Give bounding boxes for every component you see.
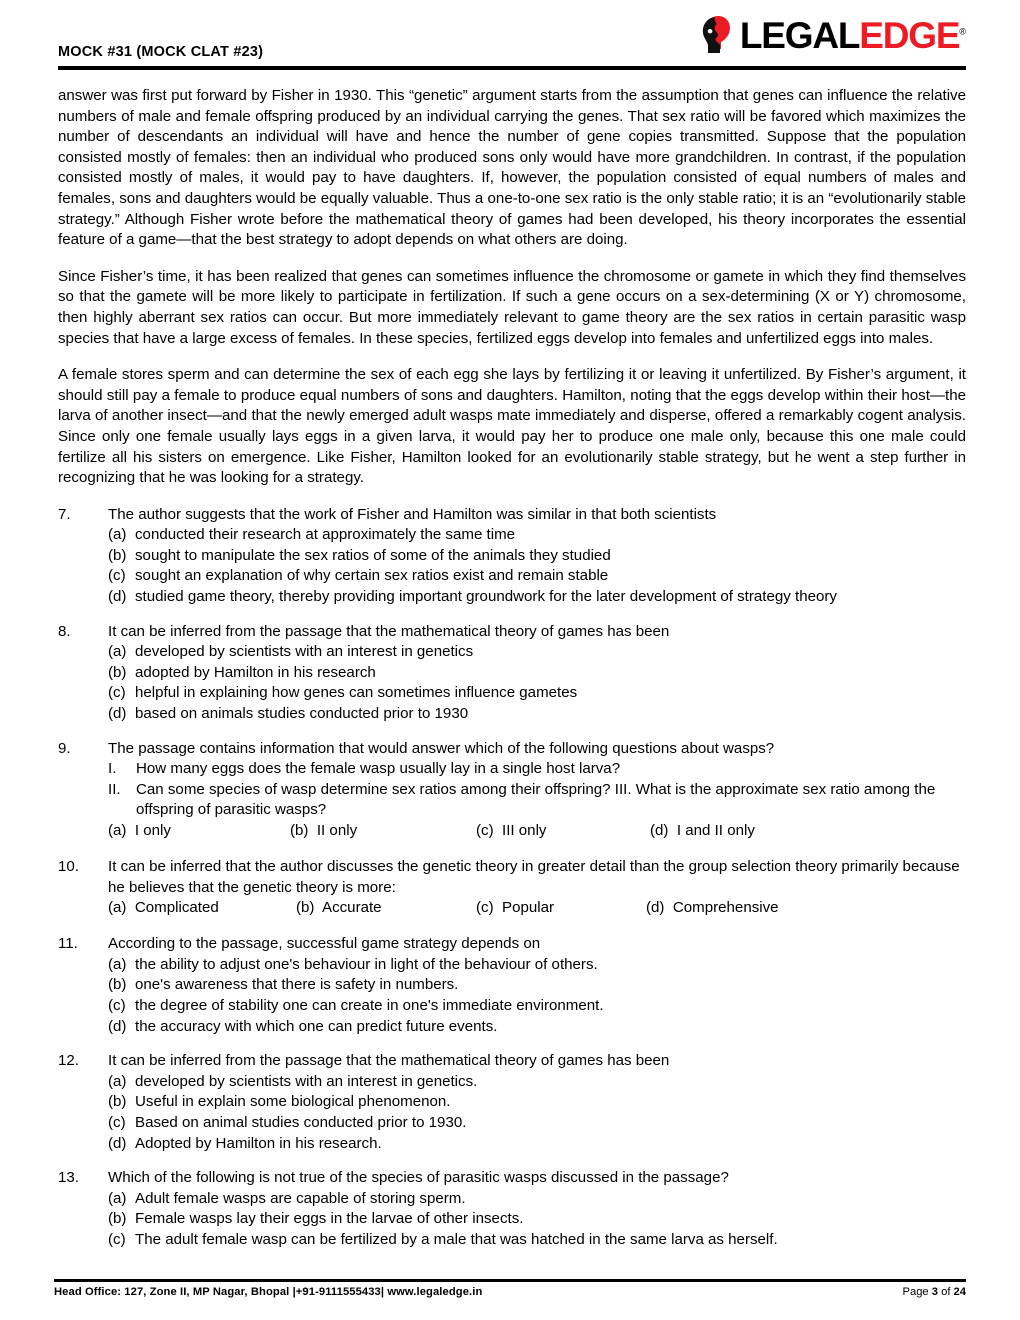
answer-option-key: (c) — [108, 684, 126, 702]
answer-option[interactable] — [58, 683, 966, 704]
question-stem: Which of the following is not true of the species of parasitic wasps discussed in the passage? — [108, 1169, 729, 1187]
footer-page-number — [903, 1286, 966, 1298]
answer-option-text: the degree of stability one can create in one's immediate environment. — [135, 996, 604, 1014]
answer-option[interactable] — [58, 1230, 966, 1251]
answer-option-text: sought to manipulate the sex ratios of some of the animals they studied — [135, 546, 611, 564]
answer-option-key: (a) — [108, 822, 127, 839]
passage-paragraph: answer was first put forward by Fisher in 1930. This “genetic” argument starts from the assumption that genes can influence the relative numbers of male and female offspring produced by an individual carrying the genes. That sex ratio will be favored which maximizes the number of descendants an individual will have and hence the number of gene copies transmitted. Suppose that the population consisted mostly of females: then an individual who produced sons only would have more grandchildren. In contrast, if the population consisted mostly of males, it would pay to have daughters. If, however, the population consisted of equal numbers of males and females, sons and daughters would be equally valuable. Thus a one-to-one sex ratio is the only stable ratio; it is an “evolutionarily stable strategy.” Although Fisher wrote before the mathematical theory of games had been developed, his theory incorporates the essential feature of a game—that the best strategy to adopt depends on what others are doing. — [58, 87, 966, 249]
answer-option[interactable] — [58, 704, 966, 725]
logo-wordmark — [739, 14, 966, 56]
answer-option-text: the ability to adjust one's behaviour in light of the behaviour of others. — [135, 955, 598, 973]
answer-option[interactable] — [58, 1113, 966, 1134]
answer-option[interactable] — [296, 898, 382, 919]
answer-option-key: (b) — [108, 1093, 127, 1111]
answer-option-text: Adult female wasps are capable of storing sperm. — [135, 1189, 466, 1207]
answer-option-key: (c) — [476, 822, 494, 839]
answer-option[interactable] — [58, 975, 966, 996]
answer-option-key: (c) — [108, 1230, 126, 1248]
answer-option[interactable] — [58, 996, 966, 1017]
answer-option-text: III only — [502, 822, 547, 839]
questions-section — [54, 505, 966, 1251]
answer-option-key: (d) — [646, 899, 665, 917]
header-divider — [58, 66, 966, 70]
answer-option[interactable] — [58, 1017, 966, 1038]
answer-option-key: (d) — [108, 588, 127, 606]
page-title: MOCK #31 (MOCK CLAT #23) — [58, 44, 264, 60]
logo-text-legal: LEGAL — [739, 14, 860, 56]
passage-paragraph: Since Fisher’s time, it has been realized that genes can sometimes influence the chromosome or gamete in which they find themselves so that the gamete will be more likely to participate in fertilization. If such a gene occurs on a sex-determining (X or Y) chromosome, then highly aberrant sex ratios can occur. But more immediately relevant to game theory are the sex ratios in certain parasitic wasp species that have a large excess of females. In these species, fertilized eggs develop into females and unfertilized eggs into males. — [58, 267, 966, 347]
answer-option[interactable] — [58, 566, 966, 587]
answer-option[interactable] — [58, 1072, 966, 1093]
question-stem-row — [58, 934, 966, 955]
answer-option-key: (a) — [108, 955, 127, 973]
answer-option-text: Useful in explain some biological phenomenon. — [135, 1093, 451, 1111]
answer-option-key: (a) — [108, 643, 127, 661]
answer-option-text: one's awareness that there is safety in numbers. — [135, 976, 459, 994]
question-stem: It can be inferred from the passage that the mathematical theory of games has been — [108, 1052, 670, 1070]
answer-option[interactable] — [646, 898, 779, 919]
logo-text-edge: EDGE — [859, 14, 960, 56]
question-number: 13. — [58, 1169, 79, 1187]
question-stem-row — [58, 622, 966, 643]
question-stem-row — [58, 857, 966, 898]
answer-option[interactable] — [476, 821, 546, 842]
answer-option-text: helpful in explaining how genes can sometimes influence gametes — [135, 684, 578, 702]
answer-option-text: Based on animal studies conducted prior to 1930. — [135, 1113, 467, 1131]
answer-option-key: (c) — [108, 996, 126, 1014]
page-current-number: 3 — [931, 1286, 938, 1298]
answer-option[interactable] — [58, 642, 966, 663]
page-label-middle: of — [938, 1286, 954, 1298]
answer-option-key: (a) — [108, 1072, 127, 1090]
answer-option-key: (b) — [108, 1210, 127, 1228]
answer-option-key: (b) — [296, 899, 315, 917]
question-number: 12. — [58, 1052, 79, 1070]
question-stem-row — [58, 1051, 966, 1072]
answer-option-text: Complicated — [134, 899, 219, 917]
answer-option-key: (a) — [108, 526, 127, 544]
answer-option-key: (c) — [476, 899, 494, 917]
answer-option-text: developed by scientists with an interest in genetics — [135, 643, 474, 661]
answer-option-key: (d) — [108, 705, 127, 723]
answer-option[interactable] — [290, 821, 357, 842]
answer-option[interactable] — [58, 1134, 966, 1155]
answer-option[interactable] — [58, 1092, 966, 1113]
answer-option-key: (d) — [108, 1017, 127, 1035]
passage-paragraph: A female stores sperm and can determine the sex of each egg she lays by fertilizing it or leaving it unfertilized. By Fisher’s argument, it should still pay a female to produce equal numbers of sons and daughters. Hamilton, noting that the eggs develop within their host—the larva of another insect—and that the newly emerged adult wasps mate immediately and disperse, offered a remarkably cogent analysis. Since only one female usually lays eggs in a given larva, it would pay her to produce one male only, because this one male could fertilize all his sisters on emergence. Like Fisher, Hamilton looked for an evolutionarily stable strategy, but he went a step further in recognizing that he was looking for a strategy. — [58, 366, 966, 487]
answer-options-row — [58, 821, 966, 843]
page-total-number: 24 — [953, 1286, 966, 1298]
question-block — [54, 622, 966, 725]
question-block — [54, 1051, 966, 1154]
question-stem-row — [58, 739, 966, 760]
question-number: 10. — [58, 858, 79, 875]
roman-numeral-label: I. — [108, 760, 117, 778]
answer-option-key: (c) — [108, 567, 126, 585]
answer-option-key: (b) — [290, 822, 309, 839]
answer-option-key: (d) — [650, 822, 669, 839]
footer-divider — [54, 1279, 966, 1282]
answer-option[interactable] — [650, 821, 755, 842]
answer-option-key: (d) — [108, 1134, 127, 1152]
answer-option-key: (a) — [108, 899, 127, 917]
answer-option-text: I only — [134, 822, 171, 839]
footer-office-info: Head Office: 127, Zone II, MP Nagar, Bhopal |+91-9111555433| www.legaledge.in — [54, 1286, 483, 1298]
answer-option-text: Female wasps lay their eggs in the larvae of other insects. — [135, 1210, 524, 1228]
question-number: 8. — [58, 622, 71, 640]
answer-option-key: (a) — [108, 1189, 127, 1207]
page-header — [54, 0, 966, 72]
passage-section — [54, 86, 966, 489]
answer-option[interactable] — [58, 525, 966, 546]
question-number: 11. — [58, 935, 78, 953]
answer-option-key: (b) — [108, 663, 127, 681]
answer-option-text: Popular — [502, 899, 555, 917]
page-label-prefix: Page — [902, 1286, 932, 1298]
page-footer — [54, 1279, 966, 1298]
question-roman-item — [58, 780, 966, 821]
answer-option[interactable] — [58, 955, 966, 976]
answer-option[interactable] — [58, 1189, 966, 1210]
answer-option-text: Accurate — [322, 899, 382, 917]
question-stem: It can be inferred that the author discusses the genetic theory in greater detail than the group selection theory primarily because he believes that the genetic theory is more: — [108, 858, 960, 896]
registered-trademark-icon: ® — [959, 26, 966, 37]
answer-option-text: the accuracy with which one can predict future events. — [135, 1017, 498, 1035]
answer-option[interactable] — [58, 1209, 966, 1230]
answer-option-text: sought an explanation of why certain sex ratios exist and remain stable — [135, 567, 609, 585]
answer-option-text: studied game theory, thereby providing important groundwork for the later development of strategy theory — [135, 588, 837, 606]
answer-option-text: I and II only — [676, 822, 755, 839]
answer-option[interactable] — [58, 587, 966, 608]
answer-option-key: (b) — [108, 976, 127, 994]
question-stem: The passage contains information that would answer which of the following questions about wasps? — [108, 739, 775, 757]
answer-options-row — [58, 898, 966, 920]
legaledge-logo — [698, 12, 966, 58]
answer-option[interactable] — [58, 663, 966, 684]
answer-option-key: (b) — [108, 546, 127, 564]
question-block — [54, 739, 966, 843]
question-block — [54, 934, 966, 1037]
face-profile-icon — [698, 13, 738, 57]
answer-option[interactable] — [476, 898, 554, 919]
answer-option-text: developed by scientists with an interest in genetics. — [135, 1072, 478, 1090]
question-stem-row — [58, 505, 966, 526]
answer-option-text: II only — [316, 822, 358, 839]
roman-numeral-label: II. — [108, 780, 121, 798]
answer-option[interactable] — [108, 898, 219, 919]
question-block — [54, 857, 966, 920]
question-block — [54, 505, 966, 608]
question-stem: It can be inferred from the passage that the mathematical theory of games has been — [108, 622, 670, 640]
answer-option-text: adopted by Hamilton in his research — [135, 663, 376, 681]
question-stem-row — [58, 1168, 966, 1189]
answer-option[interactable] — [108, 821, 171, 842]
roman-item-text: Can some species of wasp determine sex ratios among their offspring? III. What is the approximate sex ratio among the offspring of parasitic wasps? — [136, 780, 936, 819]
question-stem: The author suggests that the work of Fisher and Hamilton was similar in that both scientists — [108, 505, 717, 523]
question-block — [54, 1168, 966, 1250]
answer-option-text: based on animals studies conducted prior to 1930 — [135, 705, 469, 723]
answer-option-text: The adult female wasp can be fertilized by a male that was hatched in the same larva as herself. — [135, 1230, 778, 1248]
answer-option-text: Comprehensive — [672, 899, 779, 917]
answer-option[interactable] — [58, 546, 966, 567]
page-content — [54, 72, 966, 1251]
question-number: 7. — [58, 505, 71, 523]
question-number: 9. — [58, 739, 71, 757]
answer-option-key: (c) — [108, 1113, 126, 1131]
question-stem: According to the passage, successful game strategy depends on — [108, 935, 541, 953]
question-roman-item — [58, 759, 966, 780]
answer-option-text: Adopted by Hamilton in his research. — [135, 1134, 382, 1152]
roman-item-text: How many eggs does the female wasp usually lay in a single host larva? — [136, 760, 621, 778]
answer-option-text: conducted their research at approximately the same time — [135, 526, 516, 544]
